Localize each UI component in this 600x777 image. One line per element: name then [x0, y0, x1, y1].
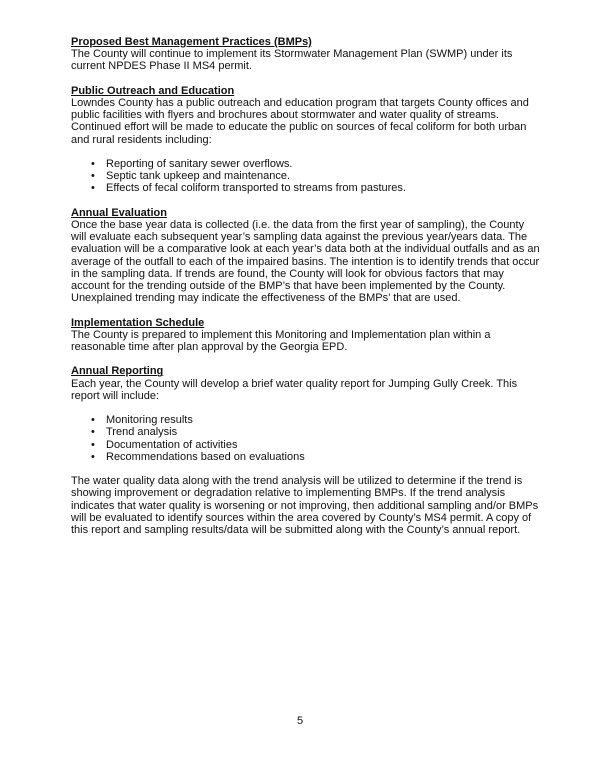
- list-item: • Septic tank upkeep and maintenance.: [91, 170, 541, 182]
- section-annual-evaluation: [71, 207, 541, 305]
- section-implementation-schedule: [71, 317, 541, 354]
- section-heading: Public Outreach and Education: [71, 84, 235, 97]
- list-item: • Trend analysis: [91, 426, 541, 438]
- list-item: • Recommendations based on evaluations: [91, 451, 541, 463]
- bullet-list: [71, 158, 541, 195]
- section-body: Lowndes County has a public outreach and education program that targets County offices and public facilities with flyers and brochures about stormwater and water quality of streams. Continued effort will be made to educate the public on sources of fecal coliform for both urban and rural residents including:: [71, 97, 529, 146]
- section-public-outreach: [71, 85, 541, 195]
- section-heading: Proposed Best Management Practices (BMPs): [71, 36, 312, 48]
- bullet-list: [71, 414, 541, 463]
- section-body: The County is prepared to implement this Monitoring and Implementation plan within a reasonable time after plan approval by the Georgia EPD.: [71, 328, 491, 354]
- section-annual-reporting: [71, 365, 541, 536]
- section-body: Once the base year data is collected (i.e. the data from the first year of sampling), the County will evaluate each subsequent year’s sampling data against the previous year/years data. The evaluation will be a comparative look at each year’s data both at the individual outfalls and as an average of the outfall to each of the impaired basins. The intention is to identify trends that occur in the sampling data. If trends are found, the County will look for obvious factors that may account for the trending outside of the BMP’s that have been implemented by the County. Unexplained trending may indicate the effectiveness of the BMPs’ that are used.: [71, 219, 540, 305]
- section-body: Each year, the County will develop a brief water quality report for Jumping Gully Creek. This report will include:: [71, 377, 518, 402]
- list-item: • Monitoring results: [91, 414, 541, 426]
- list-item: • Effects of fecal coliform transported to streams from pastures.: [91, 182, 541, 194]
- closing-paragraph: The water quality data along with the trend analysis will be utilized to determine if the trend is showing improvement or degradation relative to implementing BMPs. If the trend analysis indicates that water quality is worsening or not improving, then additional sampling and/or BMPs will be evaluated to identify sources within the area covered by County’s MS4 permit. A copy of this report and sampling results/data will be submitted along with the County’s annual report.: [71, 475, 539, 537]
- page-number: 5: [296, 715, 304, 727]
- section-bmps: [71, 36, 541, 73]
- list-item: • Reporting of sanitary sewer overflows.: [91, 158, 541, 170]
- list-item: • Documentation of activities: [91, 439, 541, 451]
- section-heading: Annual Evaluation: [71, 206, 167, 219]
- document-page: [71, 36, 541, 548]
- section-heading: Implementation Schedule: [71, 316, 205, 329]
- section-body: The County will continue to implement its Stormwater Management Plan (SWMP) under its current NPDES Phase II MS4 permit.: [71, 48, 513, 73]
- section-heading: Annual Reporting: [71, 365, 164, 378]
